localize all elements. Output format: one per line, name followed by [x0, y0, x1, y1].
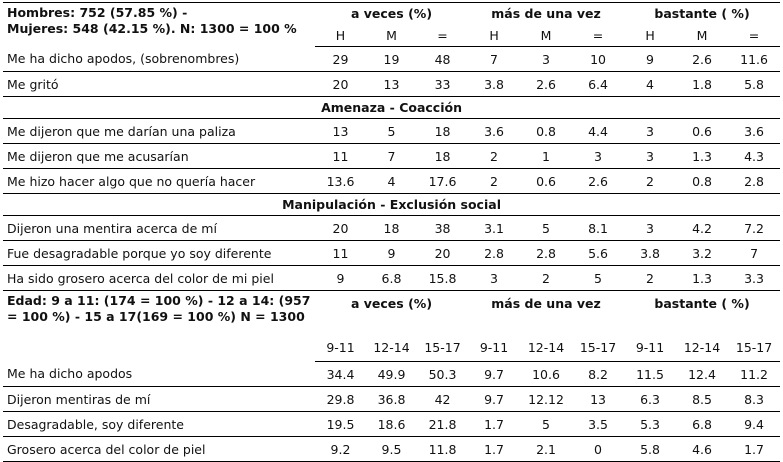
- value-cell: 2: [468, 169, 520, 194]
- value-cell: 2.6: [520, 72, 572, 97]
- value-cell: 19: [366, 47, 417, 72]
- row-label: Me ha dicho apodos, (sobrenombres): [3, 47, 315, 72]
- age-subheader-cell: 9-11: [315, 315, 366, 362]
- value-cell: 9: [315, 266, 366, 291]
- value-cell: 9.5: [366, 437, 417, 462]
- value-cell: 9.2: [315, 437, 366, 462]
- value-cell: 5.3: [624, 412, 676, 437]
- value-cell: 1.3: [676, 144, 728, 169]
- value-cell: 4: [366, 169, 417, 194]
- value-cell: 8.3: [728, 387, 780, 412]
- value-cell: 3: [572, 144, 624, 169]
- value-cell: 11: [315, 241, 366, 266]
- table-row: [3, 266, 780, 291]
- sample-title: [3, 3, 315, 47]
- age-subheader-cell: 15-17: [572, 315, 624, 362]
- value-cell: 18: [417, 144, 468, 169]
- age-title: Edad: 9 a 11: (174 = 100 %) - 12 a 14: (957 = 100 %) - 15 a 17(169 = 100 %) N = 1300: [7, 293, 311, 324]
- value-cell: 11.5: [624, 362, 676, 387]
- value-cell: 13: [315, 119, 366, 144]
- group-a-veces: a veces (%): [315, 3, 468, 25]
- value-cell: 3: [624, 119, 676, 144]
- value-cell: 38: [417, 216, 468, 241]
- value-cell: 20: [417, 241, 468, 266]
- table-row: [3, 119, 780, 144]
- row-label: Dijeron mentiras de mí: [3, 387, 315, 412]
- value-cell: 9: [624, 47, 676, 72]
- value-cell: 6.4: [572, 72, 624, 97]
- row-label: Dijeron una mentira acerca de mí: [3, 216, 315, 241]
- sample-title-line-1: Hombres: 752 (57.85 %) -: [7, 5, 188, 20]
- value-cell: 4.2: [676, 216, 728, 241]
- value-cell: 3.6: [728, 119, 780, 144]
- table-body: [3, 3, 780, 462]
- age-subheader-cell: 12-14: [366, 315, 417, 362]
- value-cell: 11.8: [417, 437, 468, 462]
- value-cell: 1.7: [468, 412, 520, 437]
- value-cell: 5: [520, 412, 572, 437]
- value-cell: 2.8: [468, 241, 520, 266]
- subheader-cell: =: [417, 24, 468, 47]
- value-cell: 11.2: [728, 362, 780, 387]
- value-cell: 1.7: [468, 437, 520, 462]
- value-cell: 10.6: [520, 362, 572, 387]
- value-cell: 17.6: [417, 169, 468, 194]
- value-cell: 9.7: [468, 387, 520, 412]
- age-group-bastante: bastante ( %): [654, 295, 750, 311]
- value-cell: 4: [624, 72, 676, 97]
- value-cell: 3.8: [624, 241, 676, 266]
- row-label: Me dijeron que me acusarían: [3, 144, 315, 169]
- table-row: [3, 144, 780, 169]
- value-cell: 29.8: [315, 387, 366, 412]
- age-subheader-cell: 9-11: [624, 315, 676, 362]
- value-cell: 34.4: [315, 362, 366, 387]
- value-cell: 6.8: [676, 412, 728, 437]
- value-cell: 2: [624, 169, 676, 194]
- value-cell: 11.6: [728, 47, 780, 72]
- value-cell: 9: [366, 241, 417, 266]
- value-cell: 19.5: [315, 412, 366, 437]
- value-cell: 0.6: [676, 119, 728, 144]
- table-row: [3, 169, 780, 194]
- value-cell: 5.8: [728, 72, 780, 97]
- row-label: Fue desagradable porque yo soy diferente: [3, 241, 315, 266]
- age-subheader-cell: 15-17: [728, 315, 780, 362]
- row-label: Desagradable, soy diferente: [3, 412, 315, 437]
- value-cell: 7: [366, 144, 417, 169]
- value-cell: 13: [572, 387, 624, 412]
- group-mas-de-una-vez: más de una vez: [468, 3, 624, 25]
- value-cell: 5: [366, 119, 417, 144]
- value-cell: 3: [520, 47, 572, 72]
- section-header-row: [3, 194, 780, 216]
- value-cell: 29: [315, 47, 366, 72]
- value-cell: 18.6: [366, 412, 417, 437]
- age-subheader-cell: 15-17: [417, 315, 468, 362]
- row-label: Me ha dicho apodos: [3, 362, 315, 387]
- value-cell: 2: [468, 144, 520, 169]
- value-cell: 8.2: [572, 362, 624, 387]
- value-cell: 3.8: [468, 72, 520, 97]
- value-cell: 20: [315, 216, 366, 241]
- value-cell: 7: [728, 241, 780, 266]
- row-label: Me dijeron que me darían una paliza: [3, 119, 315, 144]
- value-cell: 4.4: [572, 119, 624, 144]
- value-cell: 2: [520, 266, 572, 291]
- value-cell: 15.8: [417, 266, 468, 291]
- value-cell: 13: [366, 72, 417, 97]
- table-row: [3, 437, 780, 462]
- group-bastante: bastante ( %): [624, 3, 780, 25]
- value-cell: 1.7: [728, 437, 780, 462]
- value-cell: 5: [520, 216, 572, 241]
- age-subheader-cell: 9-11: [468, 315, 520, 362]
- value-cell: 7.2: [728, 216, 780, 241]
- value-cell: 6.8: [366, 266, 417, 291]
- value-cell: 3.2: [676, 241, 728, 266]
- subheader-cell: H: [315, 24, 366, 47]
- value-cell: 1.3: [676, 266, 728, 291]
- value-cell: 21.8: [417, 412, 468, 437]
- value-cell: 48: [417, 47, 468, 72]
- value-cell: 10: [572, 47, 624, 72]
- table-row: [3, 362, 780, 387]
- table-row: [3, 387, 780, 412]
- value-cell: 2.1: [520, 437, 572, 462]
- age-header-row: [3, 291, 780, 316]
- value-cell: 8.1: [572, 216, 624, 241]
- row-label: Ha sido grosero acerca del color de mi piel: [3, 266, 315, 291]
- value-cell: 1.8: [676, 72, 728, 97]
- table-row: [3, 412, 780, 437]
- subheader-cell: H: [468, 24, 520, 47]
- value-cell: 2.6: [676, 47, 728, 72]
- value-cell: 5.6: [572, 241, 624, 266]
- value-cell: 20: [315, 72, 366, 97]
- value-cell: 13.6: [315, 169, 366, 194]
- subheader-cell: =: [728, 24, 780, 47]
- value-cell: 2.8: [728, 169, 780, 194]
- section-header-row: [3, 97, 780, 119]
- subheader-cell: M: [366, 24, 417, 47]
- value-cell: 3: [624, 144, 676, 169]
- value-cell: 3: [468, 266, 520, 291]
- age-group-mas-de-una-vez: más de una vez: [491, 295, 601, 311]
- value-cell: 42: [417, 387, 468, 412]
- subheader-cell: =: [572, 24, 624, 47]
- value-cell: 3.6: [468, 119, 520, 144]
- table-row: [3, 216, 780, 241]
- value-cell: 3: [624, 216, 676, 241]
- section-title: Manipulación - Exclusión social: [3, 194, 780, 216]
- value-cell: 7: [468, 47, 520, 72]
- value-cell: 5: [572, 266, 624, 291]
- header-row: [3, 3, 780, 25]
- value-cell: 0.6: [520, 169, 572, 194]
- subheader-cell: H: [624, 24, 676, 47]
- value-cell: 5.8: [624, 437, 676, 462]
- value-cell: 49.9: [366, 362, 417, 387]
- table-row: [3, 47, 780, 72]
- value-cell: 4.3: [728, 144, 780, 169]
- value-cell: 2.6: [572, 169, 624, 194]
- value-cell: 18: [366, 216, 417, 241]
- value-cell: 6.3: [624, 387, 676, 412]
- value-cell: 50.3: [417, 362, 468, 387]
- row-label: Grosero acerca del color de piel: [3, 437, 315, 462]
- value-cell: 4.6: [676, 437, 728, 462]
- sample-title-line-2: Mujeres: 548 (42.15 %). N: 1300 = 100 %: [7, 21, 297, 36]
- age-group-a-veces: a veces (%): [350, 295, 433, 311]
- value-cell: 0.8: [520, 119, 572, 144]
- value-cell: 12.12: [520, 387, 572, 412]
- age-subheader-cell: 12-14: [520, 315, 572, 362]
- value-cell: 12.4: [676, 362, 728, 387]
- row-label: Me gritó: [3, 72, 315, 97]
- subheader-cell: M: [520, 24, 572, 47]
- value-cell: 2: [624, 266, 676, 291]
- value-cell: 1: [520, 144, 572, 169]
- value-cell: 3.1: [468, 216, 520, 241]
- value-cell: 9.7: [468, 362, 520, 387]
- value-cell: 3.5: [572, 412, 624, 437]
- age-subheader-cell: 12-14: [676, 315, 728, 362]
- table-row: [3, 241, 780, 266]
- value-cell: 8.5: [676, 387, 728, 412]
- value-cell: 33: [417, 72, 468, 97]
- value-cell: 11: [315, 144, 366, 169]
- section-title: Amenaza - Coacción: [3, 97, 780, 119]
- subheader-cell: M: [676, 24, 728, 47]
- value-cell: 0: [572, 437, 624, 462]
- value-cell: 18: [417, 119, 468, 144]
- value-cell: 3.3: [728, 266, 780, 291]
- value-cell: 9.4: [728, 412, 780, 437]
- value-cell: 36.8: [366, 387, 417, 412]
- table-row: [3, 72, 780, 97]
- value-cell: 0.8: [676, 169, 728, 194]
- row-label: Me hizo hacer algo que no quería hacer: [3, 169, 315, 194]
- value-cell: 2.8: [520, 241, 572, 266]
- bullying-table: [3, 2, 780, 462]
